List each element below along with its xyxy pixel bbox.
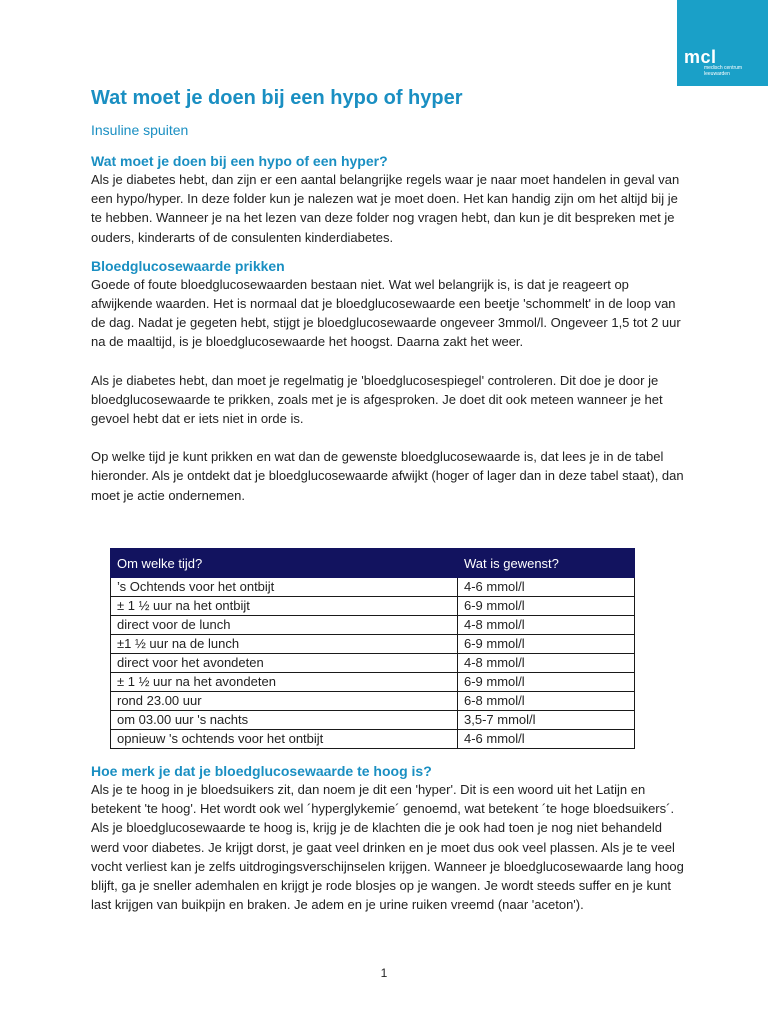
- table-cell-target: 4-6 mmol/l: [458, 578, 635, 597]
- table-cell-target: 4-8 mmol/l: [458, 654, 635, 673]
- document-content: [91, 84, 691, 505]
- table-cell-time: direct voor de lunch: [111, 616, 458, 635]
- table-row: [111, 616, 635, 635]
- table-header-row: [111, 549, 635, 578]
- section-body-too-high: Als je te hoog in je bloedsuikers zit, dan noem je dit een 'hyper'. Dit is een woord uit het Latijn en betekent 'te hoog'. Het wordt ook wel ´hyperglykemie´ genoemd, wat betekent ´te hoge bloedsuikers´. Als je bloedglucosewaarde te hoog is, krijg je de klachten die je ook had toen je nog niet behandeld werd voor diabetes. Je krijgt dorst, je gaat veel drinken en je moet dus ook veel plassen. Als je te veel vocht verliest kan je zelfs uitdrogingsverschijnselen krijgen. Wanneer je bloedglucosewaarde lang hoog blijft, ga je sneller ademhalen en krijgt je rode blosjes op je wangen. Je wordt steeds suffer en je kunt last krijgen van buikpijn en braken. Je adem en je urine ruiken vreemd (naar 'aceton').: [91, 782, 684, 913]
- table-header-time: Om welke tijd?: [111, 549, 458, 578]
- hyper-section: [91, 762, 691, 914]
- table-cell-target: 4-8 mmol/l: [458, 616, 635, 635]
- table-cell-time: ’s Ochtends voor het ontbijt: [111, 578, 458, 597]
- table-cell-target: 4-6 mmol/l: [458, 730, 635, 749]
- table-cell-target: 6-8 mmol/l: [458, 692, 635, 711]
- table-cell-time: opnieuw 's ochtends voor het ontbijt: [111, 730, 458, 749]
- table-cell-time: om 03.00 uur 's nachts: [111, 711, 458, 730]
- logo-subtitle-line2: leeuwarden: [704, 70, 730, 77]
- table-cell-time: ± 1 ½ uur na het avondeten: [111, 673, 458, 692]
- table-cell-target: 3,5-7 mmol/l: [458, 711, 635, 730]
- table-cell-target: 6-9 mmol/l: [458, 597, 635, 616]
- table-cell-target: 6-9 mmol/l: [458, 635, 635, 654]
- table-row: [111, 635, 635, 654]
- paragraph-bloedglucose-3: Op welke tijd je kunt prikken en wat dan de gewenste bloedglucosewaarde is, dat lees je in de tabel hieronder. Als je ontdekt dat je bloedglucosewaarde afwijkt (hoger of lager dan in deze tabel staat), dan moet je actie ondernemen.: [91, 449, 684, 503]
- section-heading-hypo-hyper: Wat moet je doen bij een hypo of een hyper?: [91, 153, 388, 169]
- table-cell-time: rond 23.00 uur: [111, 692, 458, 711]
- paragraph-bloedglucose-1: Goede of foute bloedglucosewaarden bestaan niet. Wat wel belangrijk is, is dat je reageert op afwijkende waarden. Het is normaal dat je bloedglucosewaarde een beetje 'schommelt' in de loop van de dag. Nadat je gegeten hebt, stijgt je bloedglucosewaarde ongeveer 3mmol/l. Ongeveer 1,5 tot 2 uur na de maaltijd, is je bloedglucosewaarde het hoogst. Daarna zakt het weer.: [91, 276, 681, 350]
- table-row: [111, 711, 635, 730]
- section-heading-too-high: Hoe merk je dat je bloedglucosewaarde te hoog is?: [91, 763, 432, 779]
- table-row: [111, 654, 635, 673]
- table-row: [111, 673, 635, 692]
- paragraph-bloedglucose-2: Als je diabetes hebt, dan moet je regelmatig je 'bloedglucosespiegel' controleren. Dit doe je door je bloedglucosewaarde te prikken, zoals met je is afgesproken. Je doet dit ook meteen wanneer je het gevoel hebt dat er iets niet in orde is.: [91, 372, 663, 427]
- logo-brand: mcl: [684, 47, 717, 67]
- table-row: [111, 730, 635, 749]
- page-number: 1: [380, 966, 388, 980]
- mcl-logo: [677, 0, 768, 86]
- page-title: Wat moet je doen bij een hypo of hyper: [91, 87, 463, 109]
- table-cell-time: ± 1 ½ uur na het ontbijt: [111, 597, 458, 616]
- section-heading-bloedglucose: Bloedglucosewaarde prikken: [91, 257, 285, 274]
- table-cell-time: ±1 ½ uur na de lunch: [111, 635, 458, 654]
- glucose-target-table: [110, 548, 635, 749]
- table-row: [111, 692, 635, 711]
- logo-subtitle-line1: medisch centrum: [704, 65, 743, 71]
- logo-subtitle: [704, 66, 759, 77]
- table-row: [111, 578, 635, 597]
- table-cell-target: 6-9 mmol/l: [458, 673, 635, 692]
- table-cell-time: direct voor het avondeten: [111, 654, 458, 673]
- table-row: [111, 597, 635, 616]
- table-header-target: Wat is gewenst?: [458, 549, 635, 578]
- section-body-hypo-hyper: Als je diabetes hebt, dan zijn er een aantal belangrijke regels waar je naar moet handelen in geval van een hypo/hyper. In deze folder kun je nalezen wat je moet doen. Het kan handig zijn om het altijd bij je te hebben. Wanneer je na het lezen van deze folder nog vragen hebt, dan kun je dit bespreken met je ouders, kinderarts of de consulenten kinderdiabetes.: [91, 172, 680, 245]
- page-subtitle: Insuline spuiten: [91, 122, 189, 138]
